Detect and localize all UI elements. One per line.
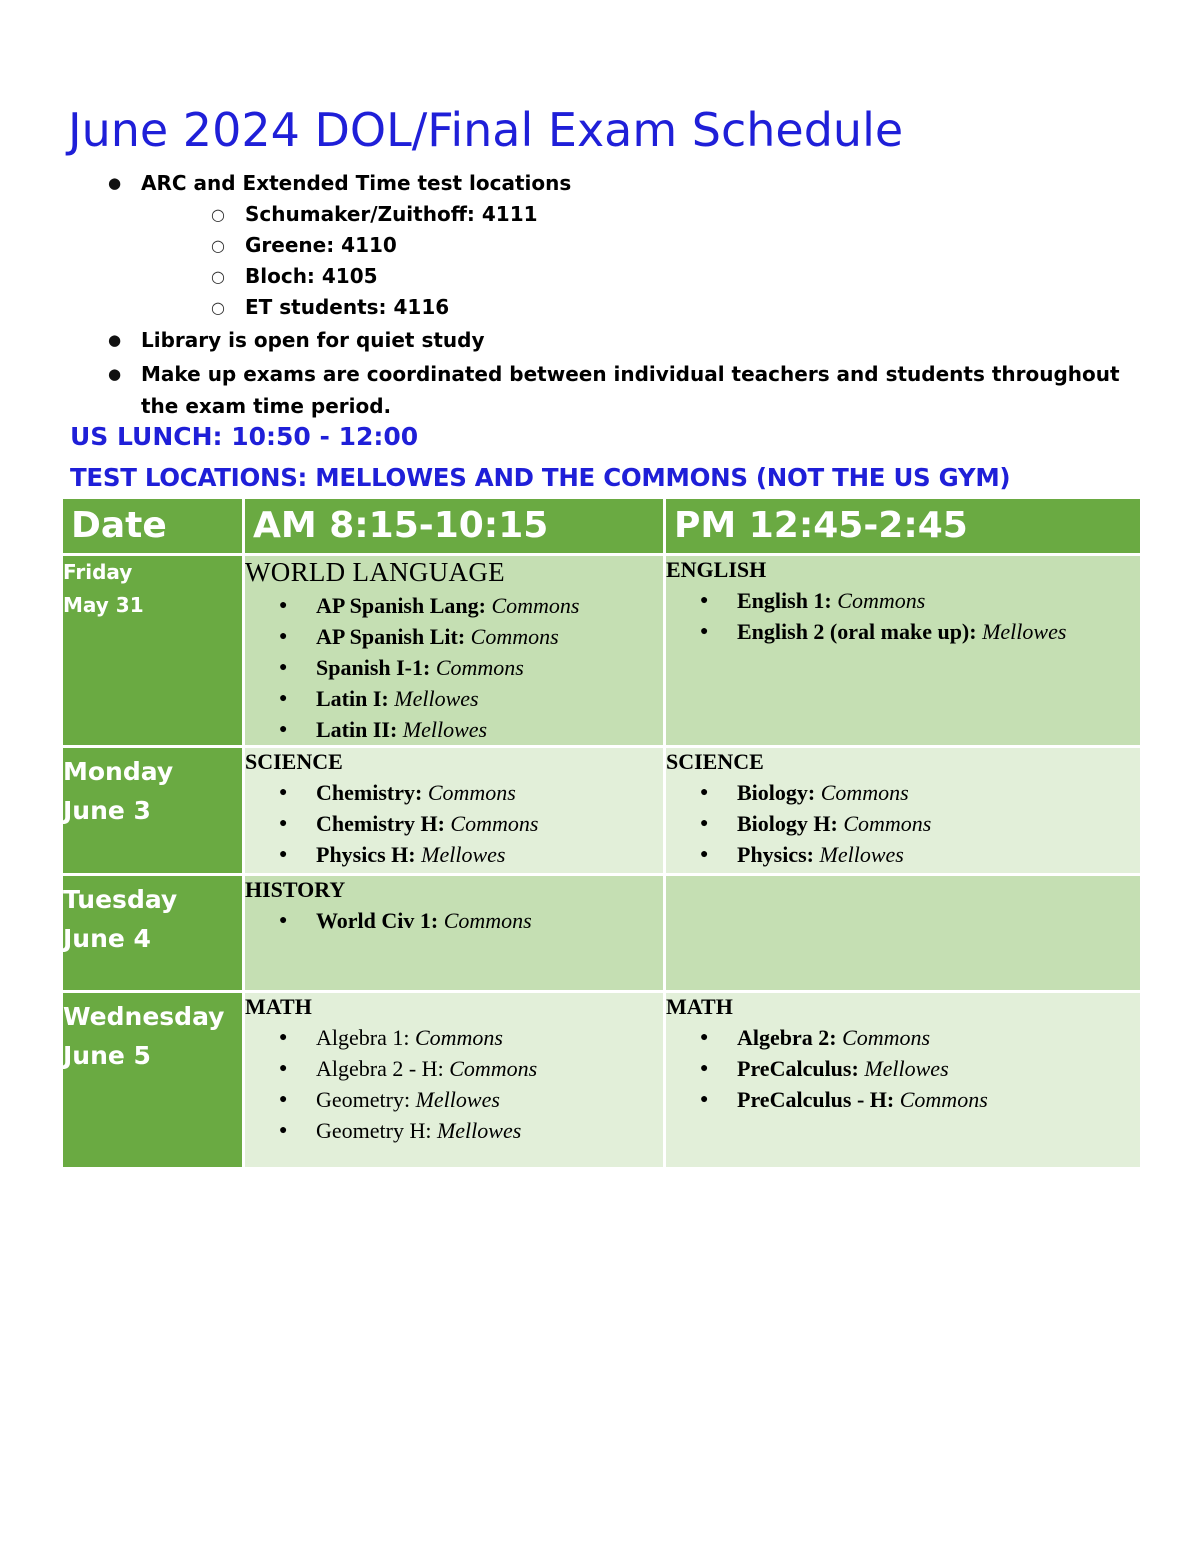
exam-location: Commons <box>414 1025 503 1050</box>
exam-course: AP Spanish Lang: <box>316 593 486 618</box>
exam-item <box>700 616 1140 647</box>
subject-heading: ENGLISH <box>666 557 767 582</box>
am-cell <box>244 555 665 747</box>
date-cell <box>62 992 244 1169</box>
exam-location: Mellowes <box>982 619 1067 644</box>
exam-list <box>245 1022 663 1146</box>
arc-rooms-list <box>141 199 1138 323</box>
table-row <box>62 875 1142 992</box>
exam-list <box>245 777 663 870</box>
subject-heading: HISTORY <box>245 877 346 902</box>
exam-location: Commons <box>842 1025 931 1050</box>
exam-location: Commons <box>491 593 580 618</box>
exam-location: Commons <box>443 908 532 933</box>
exam-list <box>666 585 1140 647</box>
subject-heading: SCIENCE <box>666 749 764 774</box>
arc-room-item: ○ Bloch: 4105 <box>211 261 1138 292</box>
exam-item <box>279 683 663 714</box>
table-header-row <box>62 498 1142 555</box>
exam-course: Algebra 2 - H: <box>316 1056 444 1081</box>
exam-location: Commons <box>450 811 539 836</box>
exam-location: Mellowes <box>421 842 506 867</box>
header-date: Date <box>62 498 244 555</box>
exam-course: Chemistry: <box>316 780 423 805</box>
exam-item <box>279 777 663 808</box>
subject-heading: SCIENCE <box>245 749 343 774</box>
exam-course: World Civ 1: <box>316 908 439 933</box>
subject-heading: MATH <box>245 994 312 1019</box>
note-arc-text: ARC and Extended Time test locations <box>141 171 572 195</box>
pm-cell <box>665 747 1142 875</box>
am-cell <box>244 747 665 875</box>
page-title: June 2024 DOL/Final Exam Schedule <box>68 103 904 157</box>
day-date: June 4 <box>63 924 151 953</box>
exam-item <box>279 905 663 936</box>
exam-item <box>700 1084 1140 1115</box>
exam-list <box>245 590 663 745</box>
note-arc <box>108 168 1138 323</box>
exam-item <box>279 1022 663 1053</box>
day-name: Tuesday <box>63 885 178 914</box>
table-row <box>62 992 1142 1169</box>
exam-course: Biology: <box>737 780 816 805</box>
exam-item <box>279 652 663 683</box>
arc-room-item: ○ Greene: 4110 <box>211 230 1138 261</box>
exam-course: Physics: <box>737 842 814 867</box>
exam-course: PreCalculus - H: <box>737 1087 895 1112</box>
lunch-time: US LUNCH: 10:50 - 12:00 <box>70 422 419 451</box>
exam-item <box>279 1115 663 1146</box>
exam-item <box>279 1084 663 1115</box>
exam-item <box>279 808 663 839</box>
header-pm: PM 12:45-2:45 <box>665 498 1142 555</box>
exam-location: Mellowes <box>864 1056 949 1081</box>
pm-cell-empty <box>665 875 1142 992</box>
day-date: June 3 <box>63 796 151 825</box>
exam-item <box>700 1022 1140 1053</box>
exam-location: Mellowes <box>819 842 904 867</box>
arc-room-item: ○ Schumaker/Zuithoff: 4111 <box>211 199 1138 230</box>
exam-course: Spanish I-1: <box>316 655 431 680</box>
day-name: Friday <box>63 560 133 584</box>
exam-item <box>700 585 1140 616</box>
exam-location: Commons <box>837 588 926 613</box>
notes-list <box>108 166 1138 422</box>
note-makeup: ● Make up exams are coordinated between individual teachers and students throughout the exam time period. <box>108 358 1138 422</box>
exam-course: English 1: <box>737 588 832 613</box>
exam-course: Physics H: <box>316 842 416 867</box>
note-library: ● Library is open for quiet study <box>108 325 1138 356</box>
exam-item <box>700 839 1140 870</box>
day-name: Wednesday <box>63 1002 225 1031</box>
exam-course: Latin I: <box>316 686 389 711</box>
exam-course: Geometry H: <box>316 1118 432 1143</box>
am-cell <box>244 992 665 1169</box>
day-name: Monday <box>63 757 174 786</box>
exam-location: Mellowes <box>394 686 479 711</box>
test-locations: TEST LOCATIONS: MELLOWES AND THE COMMONS (NOT THE US GYM) <box>70 463 1011 492</box>
exam-item <box>279 621 663 652</box>
exam-list <box>666 777 1140 870</box>
exam-course: Geometry: <box>316 1087 411 1112</box>
exam-list <box>245 905 663 936</box>
exam-item <box>279 839 663 870</box>
exam-location: Commons <box>820 780 909 805</box>
subject-heading: MATH <box>666 994 733 1019</box>
exam-item <box>700 808 1140 839</box>
date-cell <box>62 555 244 747</box>
exam-item <box>279 714 663 745</box>
day-date: June 5 <box>63 1041 151 1070</box>
exam-item <box>279 590 663 621</box>
date-cell <box>62 747 244 875</box>
arc-room-item: ○ ET students: 4116 <box>211 292 1138 323</box>
exam-course: AP Spanish Lit: <box>316 624 466 649</box>
exam-item <box>700 1053 1140 1084</box>
exam-course: Chemistry H: <box>316 811 445 836</box>
schedule-table <box>60 496 1143 1170</box>
exam-course: Latin II: <box>316 717 398 742</box>
date-cell <box>62 875 244 992</box>
exam-location: Commons <box>435 655 524 680</box>
exam-location: Commons <box>427 780 516 805</box>
exam-list <box>666 1022 1140 1115</box>
table-row <box>62 747 1142 875</box>
header-am: AM 8:15-10:15 <box>244 498 665 555</box>
day-date: May 31 <box>63 593 144 617</box>
exam-course: PreCalculus: <box>737 1056 859 1081</box>
exam-course: Algebra 2: <box>737 1025 837 1050</box>
subject-heading: WORLD LANGUAGE <box>245 557 505 587</box>
exam-location: Mellowes <box>415 1087 500 1112</box>
table-row <box>62 555 1142 747</box>
pm-cell <box>665 992 1142 1169</box>
pm-cell <box>665 555 1142 747</box>
exam-course: Biology H: <box>737 811 838 836</box>
exam-item <box>279 1053 663 1084</box>
exam-location: Commons <box>470 624 559 649</box>
exam-location: Commons <box>449 1056 538 1081</box>
exam-location: Mellowes <box>402 717 488 742</box>
exam-course: English 2 (oral make up): <box>737 619 977 644</box>
am-cell <box>244 875 665 992</box>
exam-course: Algebra 1: <box>316 1025 410 1050</box>
exam-location: Commons <box>843 811 932 836</box>
exam-location: Commons <box>899 1087 988 1112</box>
exam-item <box>700 777 1140 808</box>
exam-location: Mellowes <box>436 1118 522 1143</box>
